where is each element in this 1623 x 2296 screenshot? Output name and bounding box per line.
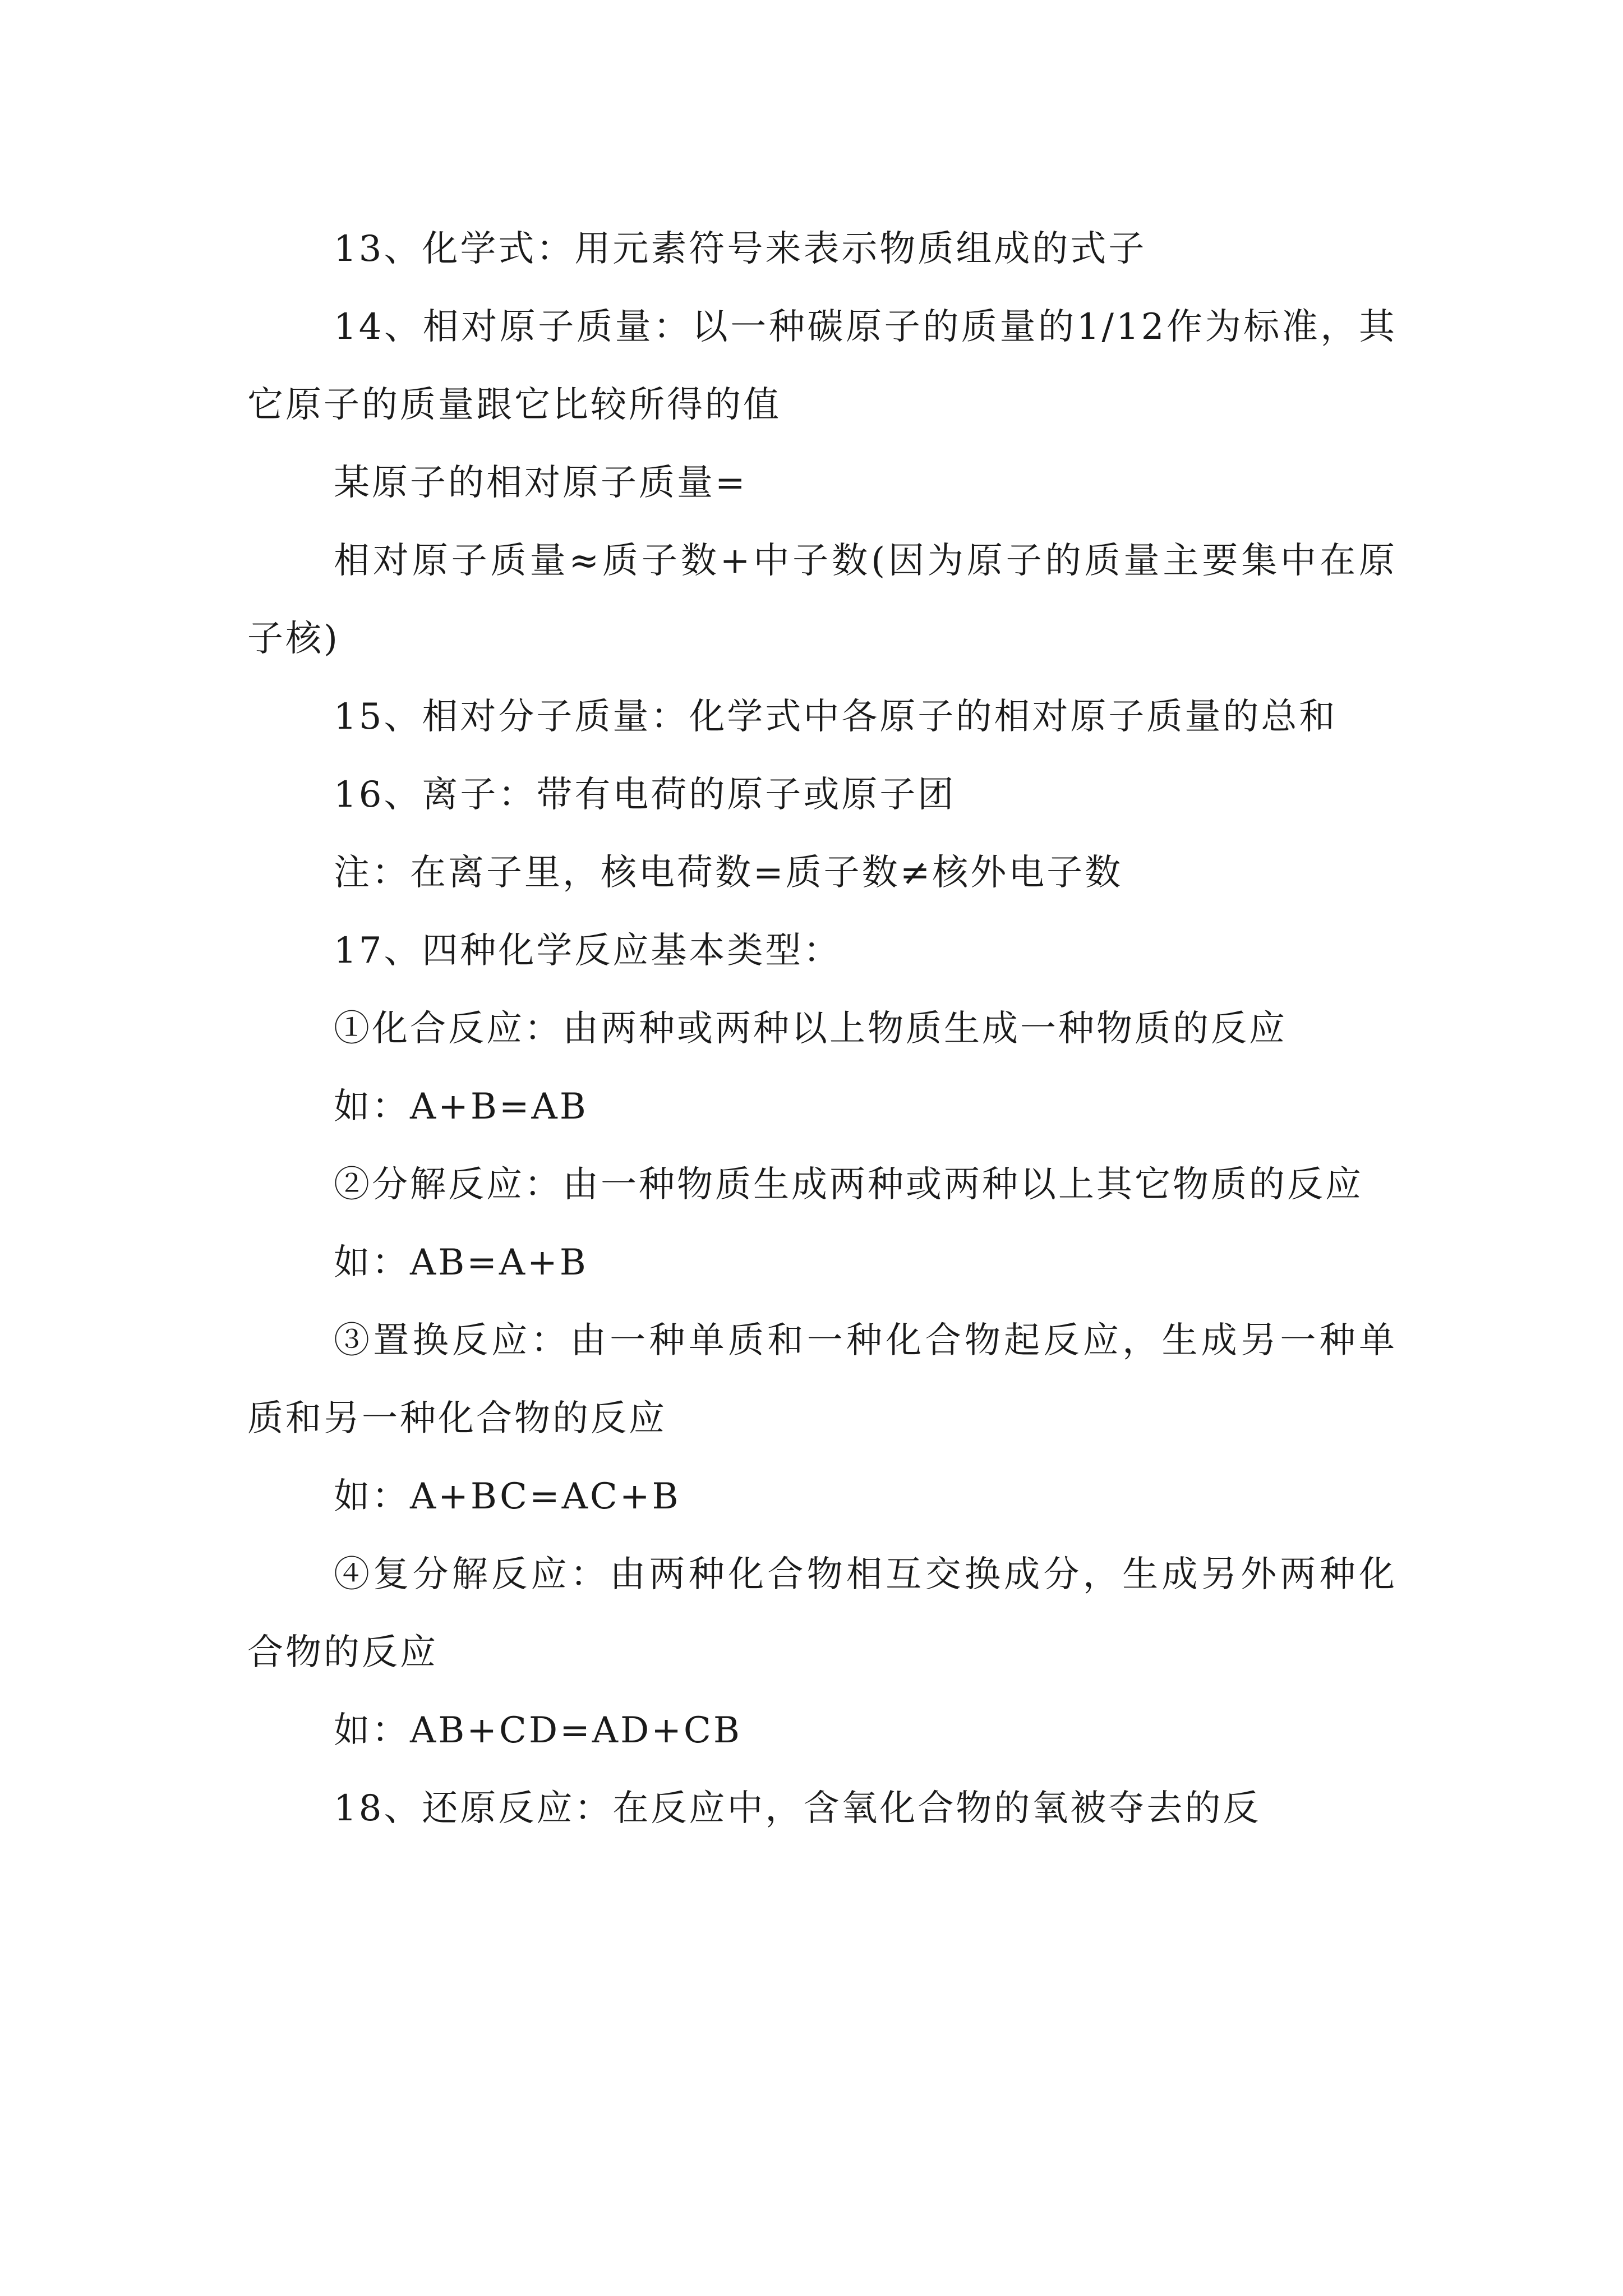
paragraph-14-relative-atomic-mass: 14、相对原子质量：以一种碳原子的质量的1/12作为标准，其它原子的质量跟它比较所得的值 bbox=[247, 306, 1397, 426]
paragraph-relative-atomic-mass-formula: 某原子的相对原子质量= bbox=[334, 462, 748, 504]
paragraph-displacement-example: 如：A+BC=AC+B bbox=[334, 1476, 681, 1517]
document-body bbox=[247, 210, 1397, 1848]
paragraph-18-reduction-reaction: 18、还原反应：在反应中，含氧化合物的氧被夺去的反 bbox=[334, 1788, 1261, 1829]
paragraph-atomic-mass-approximation: 相对原子质量≈质子数+中子数(因为原子的质量主要集中在原子核) bbox=[247, 540, 1397, 660]
paragraph-ion-note: 注：在离子里，核电荷数=质子数≠核外电子数 bbox=[334, 852, 1123, 894]
paragraph-decomposition-reaction: ②分解反应：由一种物质生成两种或两种以上其它物质的反应 bbox=[334, 1164, 1363, 1205]
paragraph-16-ion: 16、离子：带有电荷的原子或原子团 bbox=[334, 774, 956, 816]
paragraph-15-relative-molecular-mass: 15、相对分子质量：化学式中各原子的相对原子质量的总和 bbox=[334, 696, 1338, 738]
paragraph-17-reaction-types: 17、四种化学反应基本类型： bbox=[334, 930, 842, 972]
paragraph-combination-reaction: ①化合反应：由两种或两种以上物质生成一种物质的反应 bbox=[334, 1008, 1287, 1050]
paragraph-displacement-reaction: ③置换反应：由一种单质和一种化合物起反应，生成另一种单质和另一种化合物的反应 bbox=[247, 1320, 1397, 1439]
paragraph-decomposition-example: 如：AB=A+B bbox=[334, 1242, 588, 1283]
paragraph-double-decomposition-example: 如：AB+CD=AD+CB bbox=[334, 1710, 742, 1751]
paragraph-combination-example: 如：A+B=AB bbox=[334, 1086, 588, 1128]
paragraph-double-decomposition-reaction: ④复分解反应：由两种化合物相互交换成分，生成另外两种化合物的反应 bbox=[247, 1554, 1397, 1673]
paragraph-13-chemical-formula: 13、化学式：用元素符号来表示物质组成的式子 bbox=[334, 228, 1147, 270]
